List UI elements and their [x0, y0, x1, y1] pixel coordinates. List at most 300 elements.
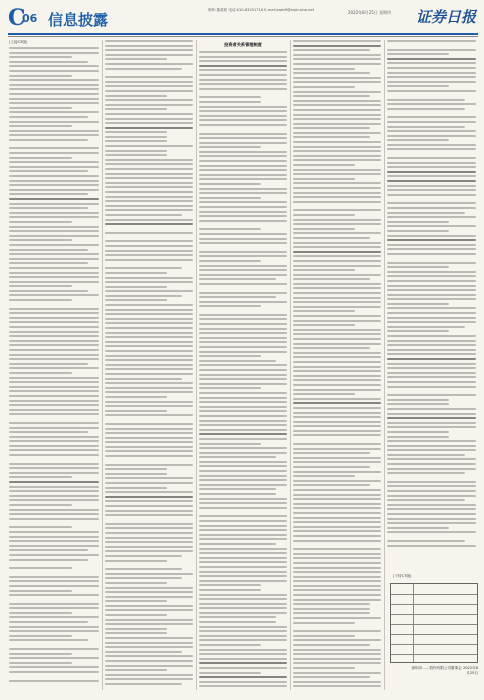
text-line [293, 658, 381, 660]
text-line [105, 414, 193, 416]
text-line [199, 238, 287, 240]
newspaper-logo: 证券日报 [415, 8, 476, 26]
text-line [199, 433, 287, 435]
text-line [9, 139, 88, 141]
text-line [105, 405, 193, 407]
text-line [293, 589, 381, 591]
text-line [199, 233, 287, 235]
text-line [199, 387, 261, 389]
text-line [387, 527, 449, 529]
text-line [105, 373, 193, 375]
text-line [199, 115, 287, 117]
text-line [9, 193, 88, 195]
text-line [293, 320, 381, 322]
text-line [199, 364, 287, 366]
text-line [293, 653, 381, 655]
text-line [199, 188, 287, 190]
text-line [9, 344, 99, 346]
table-rule [391, 644, 477, 645]
text-line [105, 104, 193, 106]
text-line [293, 329, 381, 331]
text-line [9, 390, 99, 392]
text-line [105, 355, 193, 357]
text-line [293, 100, 381, 102]
text-line [105, 523, 193, 525]
text-line [105, 332, 193, 334]
text-line [387, 162, 476, 164]
text-line [387, 90, 476, 92]
text-line [387, 499, 465, 501]
text-line [387, 280, 476, 282]
text-line [293, 333, 381, 335]
text-line [199, 374, 287, 376]
text-line [9, 621, 88, 623]
text-line [293, 287, 381, 289]
text-line [105, 655, 193, 657]
text-line [199, 96, 261, 98]
text-line [199, 201, 287, 203]
text-line [199, 461, 287, 463]
text-line [105, 267, 182, 269]
header-meta: 制作:董莉莉 电话:010-83251716 E-mail:zqrb9@zqrb.sina.net [208, 8, 315, 12]
text-line [199, 534, 287, 536]
text-line [9, 580, 99, 582]
text-line [105, 40, 193, 42]
text-line [293, 310, 355, 312]
text-line [199, 594, 287, 596]
text-line [9, 603, 99, 605]
text-line [387, 239, 476, 241]
text-line [199, 420, 287, 422]
text-line [199, 667, 287, 669]
text-line [9, 377, 99, 379]
text-line [199, 561, 287, 563]
text-line [387, 372, 476, 374]
text-line [293, 567, 381, 569]
text-line [199, 465, 287, 467]
text-line [387, 294, 476, 296]
text-line [105, 678, 193, 680]
text-line [105, 118, 193, 120]
text-line [387, 403, 449, 405]
text-line [199, 220, 287, 222]
text-line [9, 436, 99, 438]
text-line [293, 118, 381, 120]
text-line [9, 258, 99, 260]
header-date: 2022年8月25日 星期四 [348, 10, 392, 15]
text-line [9, 262, 88, 264]
text-line [9, 413, 99, 415]
text-line [387, 81, 476, 83]
text-line [105, 487, 167, 489]
text-line [293, 612, 370, 614]
text-line [9, 147, 99, 149]
text-line [105, 642, 193, 644]
text-line [105, 496, 193, 498]
text-line [105, 587, 193, 589]
text-line [293, 585, 381, 587]
text-line [9, 440, 99, 442]
text-line [199, 676, 287, 678]
text-line [199, 681, 287, 683]
text-line [199, 65, 287, 67]
text-line [387, 72, 476, 74]
text-line [293, 384, 381, 386]
text-line [105, 423, 193, 425]
text-line [293, 182, 381, 184]
text-line [105, 464, 193, 466]
text-line [387, 481, 476, 483]
text-line [293, 178, 355, 180]
text-line [9, 226, 99, 228]
text-line [105, 205, 193, 207]
text-line [293, 109, 381, 111]
text-line [293, 379, 381, 381]
text-line [9, 294, 99, 296]
text-line [387, 349, 476, 351]
text-line [387, 157, 476, 159]
text-line [9, 107, 72, 109]
text-line [199, 301, 287, 303]
text-line [387, 468, 476, 470]
text-line [387, 458, 476, 460]
text-line [293, 407, 381, 409]
text-line [293, 475, 355, 477]
text-line [199, 378, 287, 380]
text-line [387, 171, 476, 173]
text-line [9, 427, 99, 429]
column-5-body [387, 40, 476, 547]
text-line [105, 541, 193, 543]
text-line [387, 495, 476, 497]
text-line [199, 406, 287, 408]
text-line [293, 562, 381, 564]
text-line [199, 323, 287, 325]
text-line [387, 271, 476, 273]
text-line [387, 422, 476, 424]
text-line [9, 198, 99, 200]
text-line [199, 658, 287, 660]
text-line [293, 471, 381, 473]
text-line [9, 567, 72, 569]
text-line [105, 254, 193, 256]
text-line [199, 251, 287, 253]
table-rule [391, 594, 477, 595]
text-line [293, 347, 370, 349]
text-line [9, 180, 99, 182]
text-line [9, 680, 99, 682]
text-line [105, 182, 193, 184]
text-line [105, 350, 193, 352]
text-line [293, 196, 381, 198]
text-line [387, 353, 476, 355]
text-line [9, 212, 99, 214]
text-line [9, 372, 72, 374]
text-line [293, 494, 381, 496]
text-line [387, 175, 476, 177]
text-line [199, 447, 287, 449]
text-line [199, 265, 287, 267]
text-line [293, 104, 381, 106]
section-number: 06 [22, 12, 38, 25]
text-line [9, 545, 99, 547]
text-line [387, 326, 465, 328]
text-line [293, 209, 381, 211]
text-line [293, 251, 381, 253]
text-line [9, 666, 99, 668]
text-line [387, 62, 476, 64]
text-line [199, 215, 287, 217]
text-line [9, 486, 99, 488]
text-line [199, 133, 287, 135]
text-line [105, 550, 193, 552]
text-line [9, 363, 88, 365]
text-line [293, 63, 381, 65]
text-line [105, 401, 193, 403]
text-line [387, 289, 476, 291]
text-line [9, 47, 99, 49]
text-line [387, 185, 476, 187]
text-line [199, 616, 276, 618]
text-line [199, 685, 287, 687]
text-line [387, 440, 476, 442]
text-line [199, 470, 287, 472]
text-line [199, 351, 287, 353]
text-line [387, 130, 476, 132]
text-line [199, 383, 287, 385]
text-line [105, 90, 193, 92]
text-line [9, 175, 99, 177]
text-line [293, 425, 381, 427]
text-line [199, 598, 287, 600]
text-line [105, 214, 182, 216]
text-line [387, 258, 476, 262]
text-line [293, 301, 381, 303]
section-title: 信息披露 [48, 11, 109, 29]
text-line [293, 599, 381, 601]
header-rule [8, 33, 478, 35]
text-line [9, 290, 88, 292]
text-line [199, 493, 276, 495]
text-line [9, 184, 99, 186]
text-line [387, 49, 476, 51]
text-line [293, 644, 370, 646]
text-line [293, 389, 381, 391]
text-line [293, 72, 370, 74]
text-line [387, 344, 476, 346]
text-line [105, 674, 193, 676]
text-line [199, 110, 287, 112]
text-line [9, 612, 72, 614]
text-line [105, 623, 193, 625]
text-line [9, 639, 88, 641]
text-line [9, 52, 99, 54]
text-line [293, 201, 381, 203]
info-table [390, 583, 478, 663]
text-line [9, 65, 99, 67]
text-line [199, 183, 261, 185]
text-line [199, 255, 287, 257]
text-line [105, 240, 193, 242]
text-line [199, 151, 287, 153]
text-line [293, 136, 370, 138]
text-line [293, 127, 370, 129]
text-line [105, 468, 167, 470]
text-line [199, 124, 287, 126]
text-line [199, 242, 287, 244]
text-line [9, 272, 99, 274]
text-line [105, 277, 193, 279]
text-line [293, 498, 381, 500]
text-line [199, 653, 287, 655]
text-line [9, 559, 88, 561]
column-divider [384, 40, 385, 690]
text-line [9, 98, 99, 100]
text-line [9, 454, 99, 456]
text-line [387, 58, 476, 60]
text-line [9, 166, 99, 168]
text-line [199, 165, 287, 167]
text-line [387, 202, 476, 204]
text-line [387, 285, 476, 287]
text-line [105, 113, 193, 115]
text-line [105, 281, 193, 283]
text-line [9, 358, 99, 360]
text-column-2 [105, 40, 193, 690]
text-line [9, 56, 72, 58]
text-line [9, 216, 99, 218]
text-line [105, 514, 193, 516]
text-column-4 [293, 40, 381, 690]
text-line [105, 290, 193, 292]
text-line [105, 322, 193, 324]
column-3-heading: 投资者关系管理制度 [224, 42, 262, 47]
text-line [105, 309, 193, 311]
text-line [199, 452, 287, 454]
text-line [293, 297, 381, 299]
text-line [293, 123, 381, 125]
text-line [199, 278, 276, 280]
text-line [387, 144, 476, 146]
text-line [105, 410, 167, 412]
text-line [9, 616, 99, 618]
text-line [9, 317, 99, 319]
text-line [9, 472, 99, 474]
text-line [293, 237, 370, 239]
column-2-body [105, 40, 193, 685]
text-line [387, 472, 465, 474]
text-line [9, 267, 99, 269]
text-line [9, 349, 99, 351]
text-line [199, 639, 287, 641]
text-line [105, 304, 193, 306]
text-line [293, 292, 381, 294]
text-line [105, 491, 193, 493]
column-4-body [293, 40, 381, 687]
text-line [293, 662, 381, 664]
text-line [105, 232, 193, 234]
text-line [105, 45, 193, 47]
text-line [105, 482, 193, 484]
text-line [199, 119, 287, 121]
text-line [9, 481, 99, 483]
text-line [293, 338, 381, 340]
text-line [9, 235, 99, 237]
text-line [293, 571, 381, 573]
text-line [199, 305, 261, 307]
text-line [293, 412, 381, 414]
text-line [293, 503, 381, 505]
text-line [9, 93, 99, 95]
text-line [293, 430, 381, 432]
text-line [293, 448, 381, 450]
text-line [105, 382, 193, 384]
text-line [199, 178, 287, 180]
text-line [199, 355, 261, 357]
text-line [199, 160, 287, 162]
text-line [387, 307, 476, 309]
text-line [293, 81, 381, 83]
text-line [105, 76, 193, 78]
text-line [293, 603, 370, 605]
text-line [293, 219, 381, 221]
text-line [199, 269, 287, 271]
text-line [199, 621, 276, 623]
text-line [9, 476, 72, 478]
text-line [293, 480, 381, 482]
text-line [9, 626, 99, 628]
text-line [105, 313, 193, 315]
text-line [105, 108, 167, 110]
text-line [105, 131, 167, 133]
text-line [293, 45, 381, 47]
text-line [387, 413, 476, 415]
text-line [9, 170, 88, 172]
text-line [293, 164, 355, 166]
text-line [105, 295, 182, 297]
text-line [387, 303, 449, 305]
text-line [105, 85, 193, 87]
text-line [199, 106, 287, 108]
column-1-body [9, 47, 99, 682]
text-line [387, 85, 449, 87]
text-line [387, 508, 476, 510]
text-line [293, 622, 355, 624]
text-line [9, 130, 99, 132]
text-line [199, 332, 287, 334]
text-line [199, 314, 287, 316]
text-line [387, 531, 476, 533]
text-line [387, 394, 476, 396]
text-line [293, 667, 355, 669]
text-line [105, 582, 167, 584]
text-line [105, 219, 193, 221]
text-line [199, 525, 287, 527]
text-line [105, 186, 193, 188]
text-line [293, 274, 381, 276]
text-line [387, 99, 465, 101]
text-line [199, 69, 287, 71]
text-line [387, 225, 476, 227]
text-line [105, 209, 193, 211]
text-line [293, 512, 381, 514]
text-line [105, 127, 193, 129]
text-line [105, 245, 193, 247]
text-line [105, 299, 167, 301]
text-line [9, 84, 99, 86]
text-line [9, 308, 99, 310]
text-line [293, 521, 381, 523]
